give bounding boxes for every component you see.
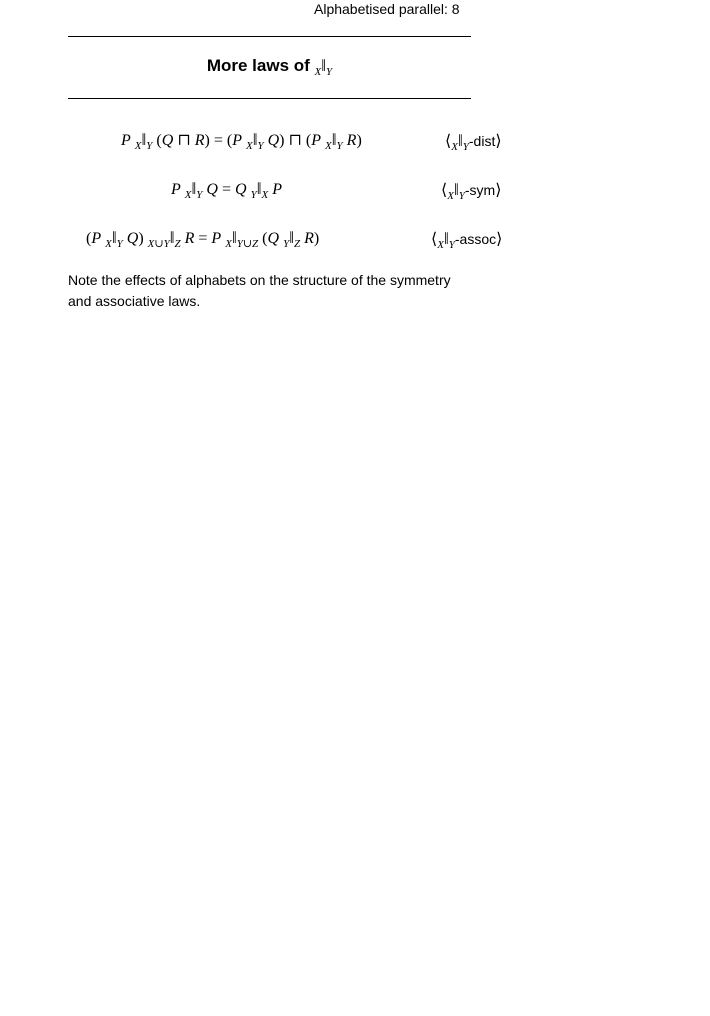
law-assoc-label: $⟨_X‖_Y-assoc⟩$ <box>431 229 503 251</box>
parallel-operator: $_X‖_Y$ <box>314 56 333 78</box>
bottom-rule <box>68 98 471 99</box>
law-dist-formula: P $_X‖_Y$ (Q ⊓ R) = (P $_X‖_Y$ Q) ⊓ (P $_X‖_Y$ R) <box>121 130 362 152</box>
law-sym-formula: P $_X‖_Y$ Q = Q $_Y‖_X$ P <box>171 179 282 201</box>
law-assoc-formula: (P $_X‖_Y$ Q) $_{X\cup Y}‖_Z$ R = P $_X‖_{Y\cup Z}$ (Q $_Y‖_Z$ R) <box>86 228 320 250</box>
top-rule <box>68 36 471 37</box>
law-sym-label: $⟨_X‖_Y-sym⟩$ <box>441 180 502 202</box>
note-paragraph: Note the effects of alphabets on the structure of the symmetry and associative laws. <box>68 272 451 309</box>
section-title-text: More laws of <box>206 56 310 75</box>
page-header: Alphabetised parallel: 8 <box>314 1 460 17</box>
section-title <box>68 56 471 76</box>
law-dist-label: $⟨_X‖_Y-dist⟩$ <box>445 131 502 153</box>
